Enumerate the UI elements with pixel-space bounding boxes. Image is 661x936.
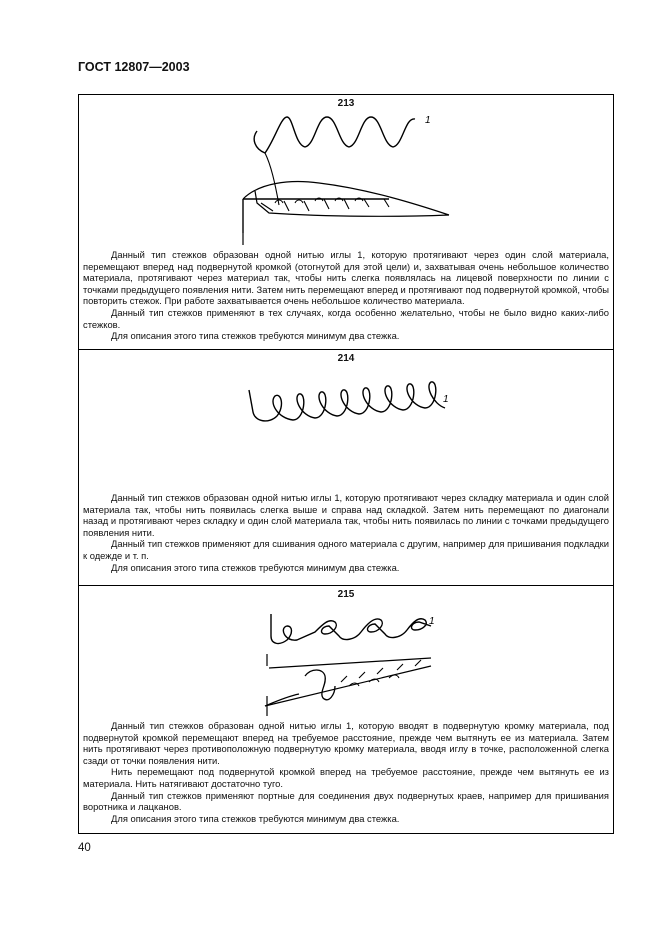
stitch-section-213 xyxy=(79,95,613,349)
stitch-section-214 xyxy=(79,349,613,585)
paragraph: Данный тип стежков образован одной нитью иглы 1, которую протягивают через один слой материала, перемещают вперед над подвернутой кромкой (отогнутой для этой цели) и, захватывая очень небольшое количество материала, протягивают через материал так, чтобы нить слегка появлялась на лицевой поверхности по линии с точками предыдущего появления нити. Затем нить перемещают вперед и протягивают под подвернутой кромкой, чтобы повторить стежок. При работе захватывается очень небольшое количество материала. xyxy=(83,249,609,307)
paragraph: Для описания этого типа стежков требуются минимум два стежка. xyxy=(111,812,400,824)
paragraph: Для описания этого типа стежков требуются минимум два стежка. xyxy=(111,561,400,573)
paragraph: Данный тип стежков образован одной нитью иглы 1, которую протягивают через складку материала и один слой материала так, чтобы нить появилась слегка выше и справа над складкой. Затем нить перемещают по диагонали назад и протягивают через складку и один слой материала так, чтобы нить появилась по линии с точками предыдущего появления нити. xyxy=(83,492,609,538)
stitch-215-diagram xyxy=(79,586,613,716)
stitch-description xyxy=(83,492,609,573)
paragraph: Нить перемещают под подвернутой кромкой вперед на требуемое расстояние, прежде чем вытянуть ее из материала. Нить натягивают достаточно туго. xyxy=(83,766,609,789)
thread-label: 1 xyxy=(443,394,449,405)
page-number: 40 xyxy=(78,842,91,854)
paragraph: Данный тип стежков применяют портные для соединения двух подвернутых краев, например для пришивания воротника и лацканов. xyxy=(83,789,609,813)
stitch-number: 213 xyxy=(337,98,355,109)
stitch-number: 215 xyxy=(337,589,355,600)
thread-label: 1 xyxy=(429,616,435,627)
paragraph: Для описания этого типа стежков требуются минимум два стежка. xyxy=(111,330,400,342)
stitch-description xyxy=(83,720,609,824)
stitch-section-215 xyxy=(79,585,613,835)
paragraph: Данный тип стежков применяют в тех случаях, когда особенно желательно, чтобы не было видно каких-либо стежков. xyxy=(83,306,609,330)
paragraph: Данный тип стежков применяют для сшивания одного материала с другим, например для пришивания подкладки к одежде и т. п. xyxy=(83,538,609,561)
page-header: ГОСТ 12807—2003 xyxy=(78,60,190,74)
stitch-214-diagram xyxy=(79,350,613,485)
stitch-table xyxy=(78,94,614,834)
stitch-213-diagram xyxy=(79,95,613,245)
stitch-number: 214 xyxy=(337,353,355,364)
thread-label: 1 xyxy=(425,115,431,126)
stitch-description xyxy=(83,249,609,342)
paragraph: Данный тип стежков образован одной нитью иглы 1, которую вводят в подвернутую кромку материала, под подвернутой кромкой перемещают вперед на требуемое расстояние, прежде чем вытянуть ее из материала. Затем нить протягивают через противоположную подвернутую кромку материала, вводя иглу в точке, расположенной слегка сзади от точки появления нити. xyxy=(83,720,609,766)
